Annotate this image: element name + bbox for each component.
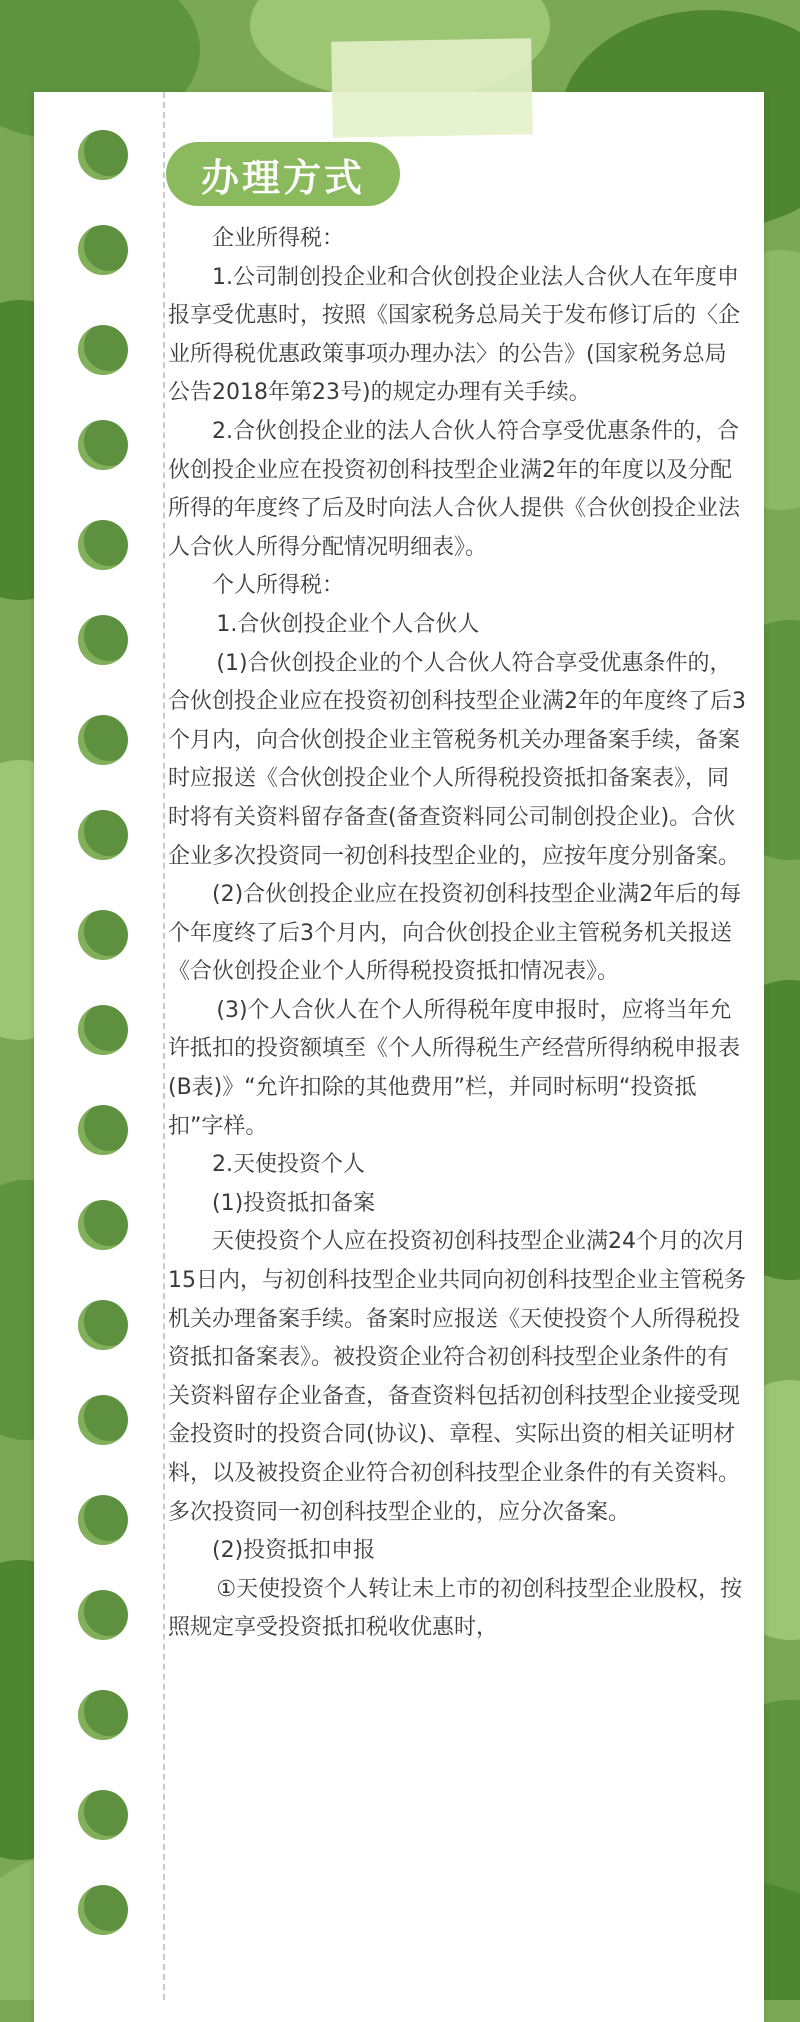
binder-hole: [78, 1885, 128, 1935]
paragraph: (1)合伙创投企业的个人合伙人符合享受优惠条件的，合伙创投企业应在投资初创科技型企业满2年的年度终了后3个月内，向合伙创投企业主管税务机关办理备案手续，备案时应报送《合伙创投企业个人所得税投资抵扣备案表》，同时将有关资料留存备查(备查资料同公司制创投企业)。合伙企业多次投资同一初创科技型企业的，应按年度分别备案。: [168, 650, 746, 869]
binder-hole: [78, 1005, 128, 1055]
paragraph: (2)投资抵扣申报: [212, 1538, 376, 1564]
paragraph: 2.天使投资个人: [212, 1152, 365, 1178]
paragraph: 1.合伙创投企业个人合伙人: [216, 611, 480, 637]
paragraph: 企业所得税：: [212, 226, 345, 251]
binder-hole: [78, 1200, 128, 1250]
binder-hole: [78, 1300, 128, 1350]
document-body: [168, 220, 748, 1648]
paragraph: 2.合伙创投企业的法人合伙人符合享受优惠条件的，合伙创投企业应在投资初创科技型企业满2年的年度以及分配所得的年度终了后及时向法人合伙人提供《合伙创投企业法人合伙人所得分配情况明细表》。: [168, 418, 741, 560]
binder-hole: [78, 810, 128, 860]
paragraph: (1)投资抵扣备案: [212, 1190, 376, 1216]
binder-hole: [78, 615, 128, 665]
binder-hole: [78, 130, 128, 180]
section-title: 办理方式: [166, 142, 400, 206]
binder-hole: [78, 910, 128, 960]
binder-hole: [78, 1790, 128, 1840]
paragraph: (3)个人合伙人在个人所得税年度申报时，应将当年允许抵扣的投资额填至《个人所得税生产经营所得纳税申报表(B表)》“允许扣除的其他费用”栏，并同时标明“投资抵扣”字样。: [168, 997, 741, 1139]
binder-hole: [78, 520, 128, 570]
binder-hole: [78, 225, 128, 275]
binder-hole: [78, 420, 128, 470]
binder-hole: [78, 1590, 128, 1640]
binder-hole: [78, 1395, 128, 1445]
tape-strip: [331, 38, 533, 137]
binder-hole: [78, 1105, 128, 1155]
binder-hole: [78, 1690, 128, 1740]
paragraph: (2)合伙创投企业应在投资初创科技型企业满2年后的每个年度终了后3个月内，向合伙创投企业主管税务机关报送《合伙创投企业个人所得税投资抵扣情况表》。: [168, 882, 742, 985]
paragraph: 1.公司制创投企业和合伙创投企业法人合伙人在年度申报享受优惠时，按照《国家税务总局关于发布修订后的〈企业所得税优惠政策事项办理办法〉的公告》(国家税务总局公告2018年第23号)的规定办理有关手续。: [168, 264, 741, 406]
paragraph: 个人所得税：: [212, 573, 345, 599]
binder-hole: [78, 1495, 128, 1545]
paragraph: ①天使投资个人转让未上市的初创科技型企业股权，按照规定享受投资抵扣税收优惠时，: [168, 1576, 743, 1641]
binder-hole: [78, 325, 128, 375]
binder-hole: [78, 715, 128, 765]
paragraph: 天使投资个人应在投资初创科技型企业满24个月的次月15日内，与初创科技型企业共同向初创科技型企业主管税务机关办理备案手续。备案时应报送《天使投资个人所得税投资抵扣备案表》。被投资企业符合初创科技型企业条件的有关资料留存企业备查，备查资料包括初创科技型企业接受现金投资时的投资合同(协议)、章程、实际出资的相关证明材料，以及被投资企业符合初创科技型企业条件的有关资料。多次投资同一初创科技型企业的，应分次备案。: [168, 1229, 746, 1525]
